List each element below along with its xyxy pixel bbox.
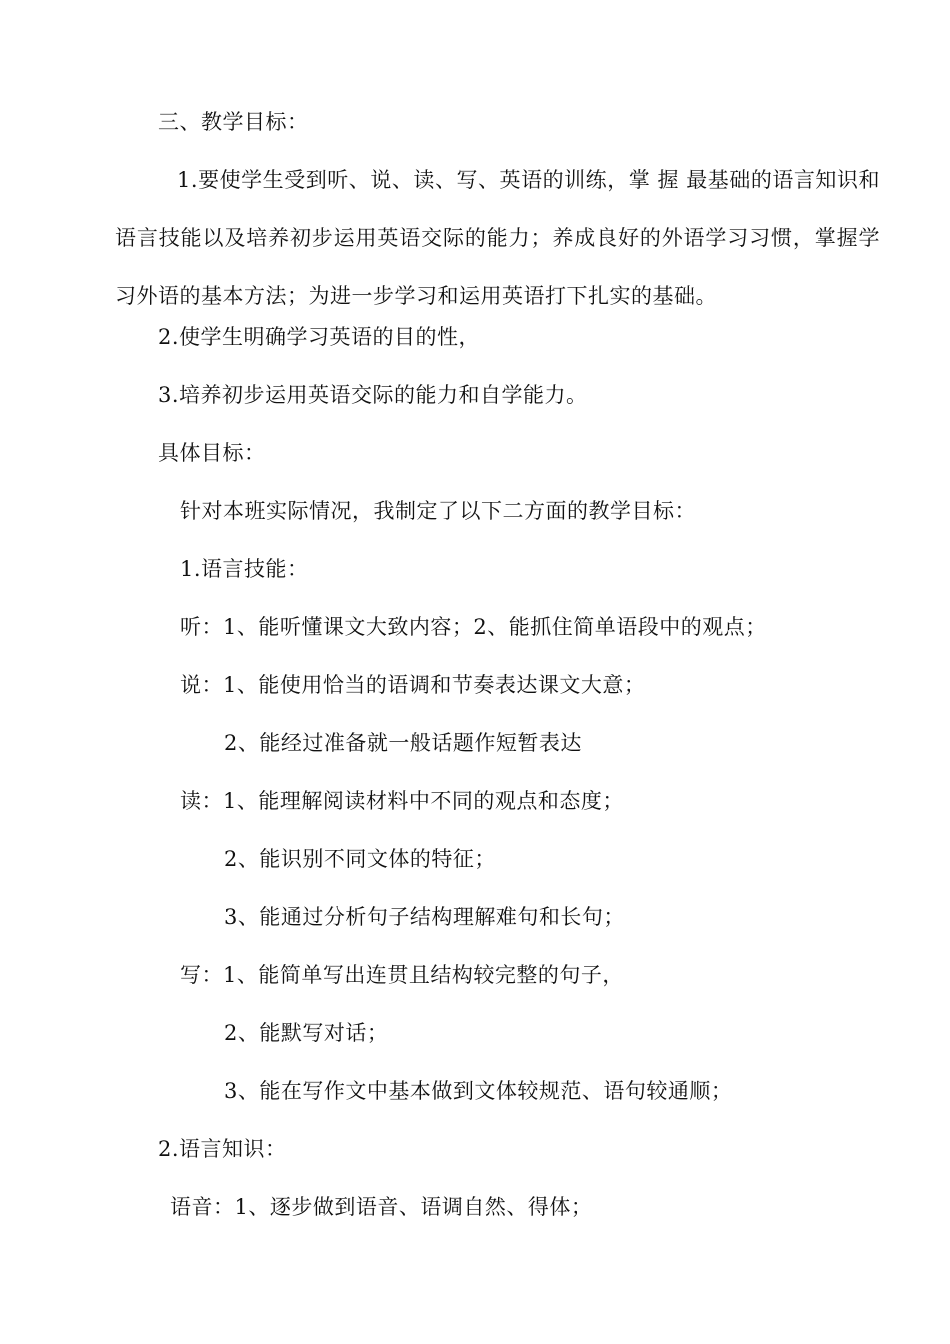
- objective-1-text: 1.要使学生受到听、说、读、写、英语的训练，掌 握 最基础的语言知识和语言技能以及培养初步运用英语交际的能力；养成良好的外语学习习惯，掌握学习外语的基本方法；为进一步学习和运用英语打下扎实的基础。: [115, 168, 880, 308]
- objective-2: 2.使学生明确学习英语的目的性，: [158, 325, 481, 349]
- read-skill-1: 读：1、能理解阅读材料中不同的观点和态度；: [180, 789, 624, 813]
- heading-specific-objectives: 具体目标：: [158, 441, 266, 465]
- objective-3: 3.培养初步运用英语交际的能力和自学能力。: [158, 383, 588, 407]
- write-skill-2: 2、能默写对话；: [224, 1021, 389, 1045]
- phonetics-skill-1: 语音：1、逐步做到语音、语调自然、得体；: [170, 1195, 593, 1219]
- write-skill-1: 写：1、能简单写出连贯且结构较完整的句子，: [180, 963, 624, 987]
- objective-1-paragraph: [115, 151, 880, 325]
- read-skill-3: 3、能通过分析句子结构理解难句和长句；: [224, 905, 625, 929]
- read-skill-2: 2、能识别不同文体的特征；: [224, 847, 496, 871]
- listen-skills: 听：1、能听懂课文大致内容；2、能抓住简单语段中的观点；: [180, 615, 767, 639]
- section-language-knowledge: 2.语言知识：: [158, 1137, 287, 1161]
- heading-teaching-objectives: 三、教学目标：: [158, 110, 309, 134]
- section-language-skills: 1.语言技能：: [180, 557, 309, 581]
- speak-skill-1: 说：1、能使用恰当的语调和节奏表达课文大意；: [180, 673, 646, 697]
- intro-text: 针对本班实际情况，我制定了以下二方面的教学目标：: [180, 499, 696, 523]
- write-skill-3: 3、能在写作文中基本做到文体较规范、语句较通顺；: [224, 1079, 733, 1103]
- speak-skill-2: 2、能经过准备就一般话题作短暂表达: [224, 731, 582, 755]
